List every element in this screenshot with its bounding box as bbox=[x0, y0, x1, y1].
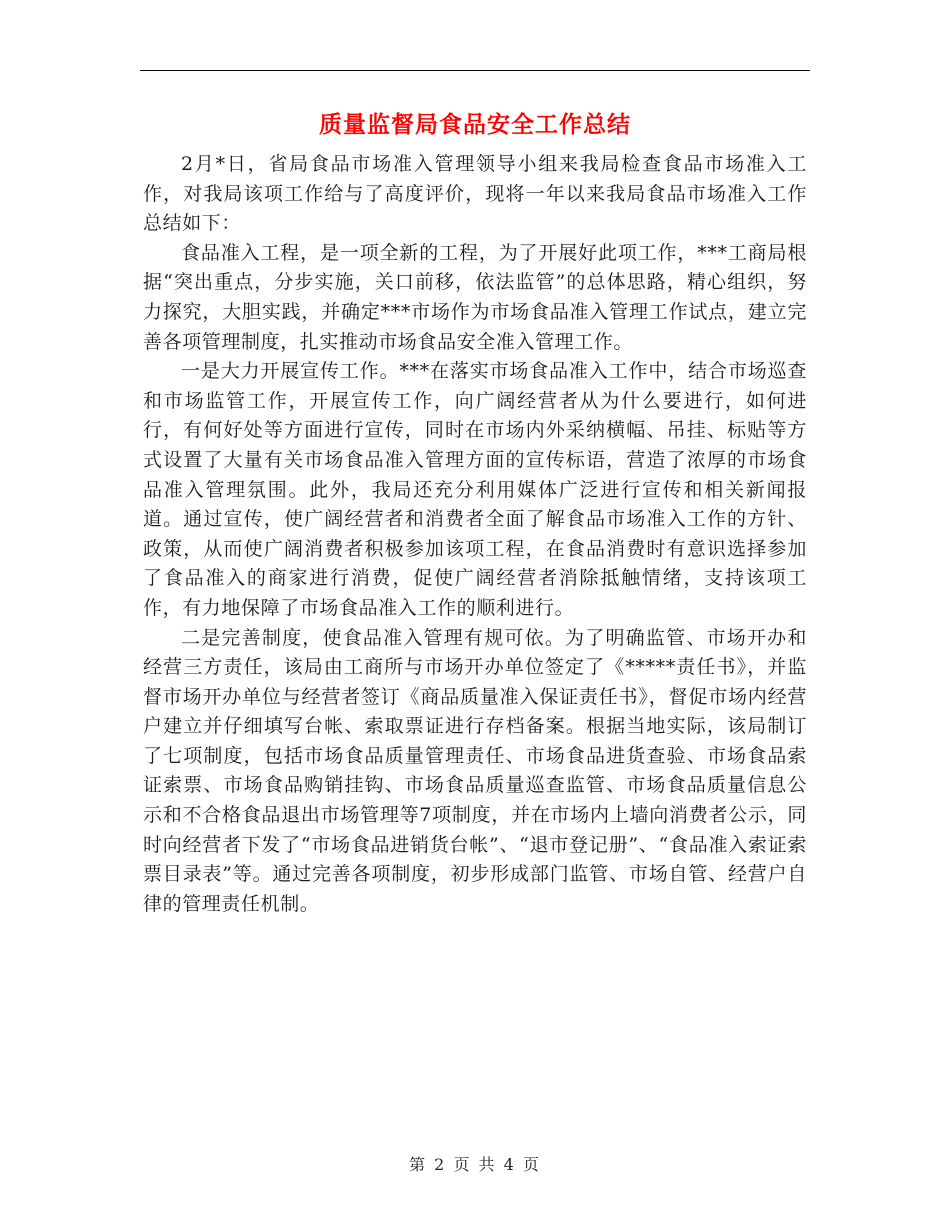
header-rule bbox=[140, 70, 810, 71]
paragraph-overview: 食品准入工程，是一项全新的工程，为了开展好此项工作，***工商局根据“突出重点，分步实施，关口前移，依法监管”的总体思路，精心组织，努力探究，大胆实践，并确定***市场作为市场食品准入管理工作试点，建立完善各项管理制度，扎实推动市场食品安全准入管理工作。 bbox=[143, 241, 807, 353]
document-title: 质量监督局食品安全工作总结 bbox=[319, 112, 631, 138]
paragraph-intro: 2月*日，省局食品市场准入管理领导小组来我局检查食品市场准入工作，对我局该项工作给与了高度评价，现将一年以来我局食品市场准入工作总结如下： bbox=[143, 153, 807, 235]
paragraph-regulations: 二是完善制度，使食品准入管理有规可依。为了明确监管、市场开办和经营三方责任，该局由工商所与市场开办单位签定了《*****责任书》，并监督市场开办单位与经营者签订《商品质量准入保证责任书》，督促市场内经营户建立并仔细填写台帐、索取票证进行存档备案。根据当地实际，该局制订了七项制度，包括市场食品质量管理责任、市场食品进货查验、市场食品索证索票、市场食品购销挂钩、市场食品质量巡查监管、市场食品质量信息公示和不合格食品退出市场管理等7项制度，并在市场内上墙向消费者公示，同时向经营者下发了“市场食品进销货台帐”、“退市登记册”、“食品准入索证索票目录表”等。通过完善各项制度，初步形成部门监管、市场自管、经营户自律的管理责任机制。 bbox=[143, 626, 807, 915]
document-body bbox=[143, 150, 807, 919]
page-number-footer: 第 2 页 共 4 页 bbox=[409, 1155, 541, 1174]
paragraph-publicity: 一是大力开展宣传工作。***在落实市场食品准入工作中，结合市场巡查和市场监管工作，开展宣传工作，向广阔经营者从为什么要进行，如何进行，有何好处等方面进行宣传，同时在市场内外采纳横幅、吊挂、标贴等方式设置了大量有关市场食品准入管理方面的宣传标语，营造了浓厚的市场食品准入管理氛围。此外，我局还充分利用媒体广泛进行宣传和相关新闻报道。通过宣传，使广阔经营者和消费者全面了解食品市场准入工作的方针、政策，从而使广阔消费者积极参加该项工程，在食品消费时有意识选择参加了食品准入的商家进行消费，促使广阔经营者消除抵触情绪，支持该项工作，有力地保障了市场食品准入工作的顺利进行。 bbox=[143, 360, 807, 619]
